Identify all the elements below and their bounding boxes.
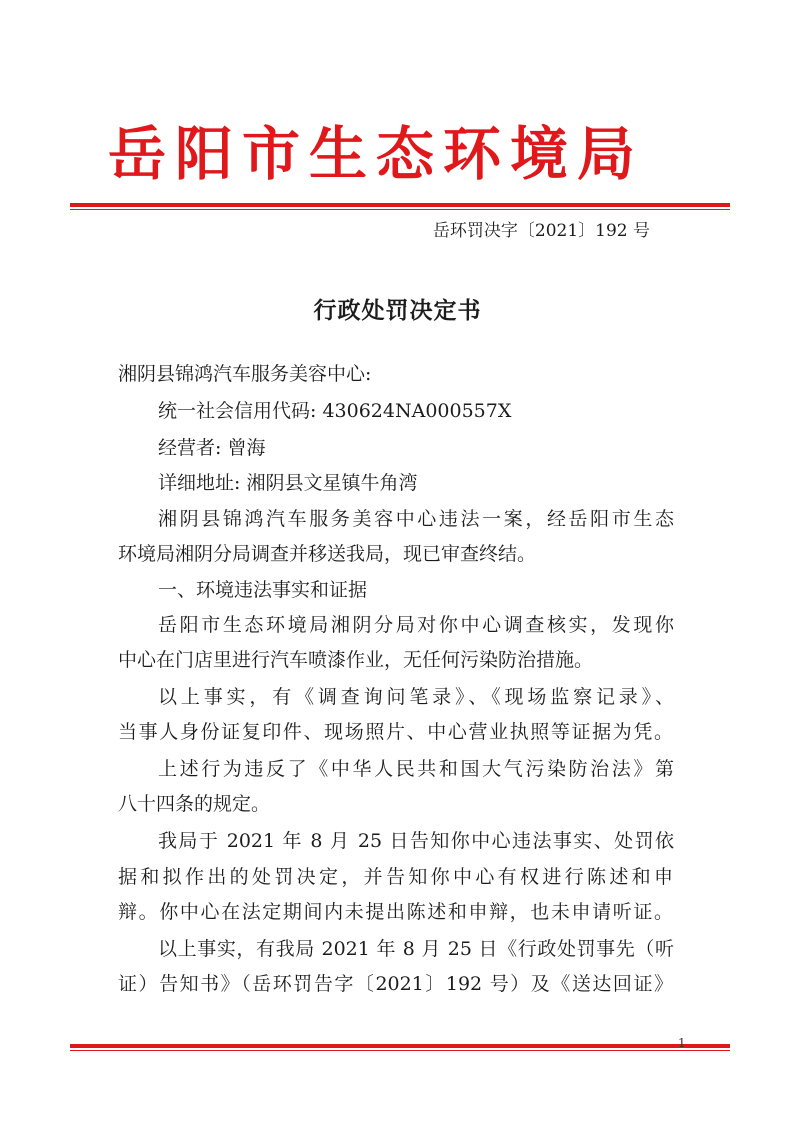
body-line: 中心在门店里进行汽车喷漆作业，无任何污染防治措施。: [118, 649, 594, 671]
agency-header-title: 岳阳市生态环境局: [108, 120, 645, 188]
body-line: 当事人身份证复印件、现场照片、中心营业执照等证据为凭。: [118, 721, 673, 743]
body-line: 辩。你中心在法定期间内未提出陈述和申辩，也未申请听证。: [118, 901, 673, 923]
footer-rule-thick: [70, 1044, 730, 1048]
body-line: 岳阳市生态环境局湘阴分局对你中心调查核实，发现你: [158, 614, 674, 636]
document-title: 行政处罚决定书: [313, 297, 482, 324]
body-line: 以上事实，有我局 2021 年 8 月 25 日《行政处罚事先（听: [158, 938, 674, 960]
body-line: 据和拟作出的处罚决定，并告知你中心有权进行陈述和申: [118, 866, 673, 888]
body-line: 以上事实，有《调查询问笔录》、《现场监察记录》、: [158, 686, 674, 708]
body-line: 证）告知书》（岳环罚告字〔2021〕192 号）及《送达回证》: [118, 973, 673, 995]
credit-code-line: 统一社会信用代码: 430624NA000557X: [158, 400, 512, 422]
section-heading: 一、环境违法事实和证据: [158, 579, 368, 601]
recipient-line: 湘阴县锦鸿汽车服务美容中心:: [118, 363, 372, 385]
footer-rule-thin: [70, 1050, 730, 1051]
body-line: 湘阴县锦鸿汽车服务美容中心违法一案，经岳阳市生态: [158, 508, 674, 530]
header-rule-thick: [70, 203, 730, 207]
body-line: 八十四条的规定。: [118, 793, 271, 815]
page-number: 1: [678, 1036, 686, 1050]
header-rule-thin: [70, 209, 730, 210]
address-line: 详细地址: 湘阴县文星镇牛角湾: [158, 472, 418, 494]
body-line: 我局于 2021 年 8 月 25 日告知你中心违法事实、处罚依: [158, 830, 674, 852]
document-number: 岳环罚决字〔2021〕192 号: [432, 221, 650, 241]
operator-line: 经营者: 曾海: [158, 437, 266, 459]
body-line: 环境局湘阴分局调查并移送我局，现已审查终结。: [118, 543, 537, 565]
body-line: 上述行为违反了《中华人民共和国大气污染防治法》第: [158, 758, 674, 780]
